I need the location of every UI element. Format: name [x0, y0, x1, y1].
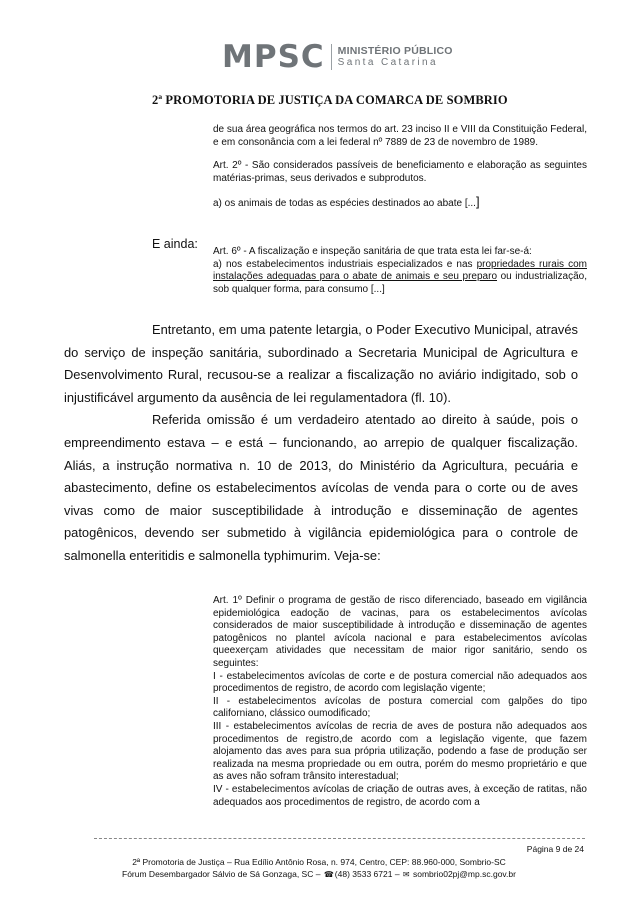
quote-3-item-ii: II - estabelecimentos avícolas de postura comercial com galpões do tipo californiano, clássico oumodificado;: [213, 695, 587, 720]
mpsc-logo: [222, 40, 453, 74]
quote-3-item-i: I - estabelecimentos avícolas de corte e de postura comercial não adequados aos procedimentos de registro, de acordo com legislação vigente;: [213, 670, 587, 695]
quote-1-paragraph-a: de sua área geográfica nos termos do art. 23 inciso II e VIII da Constituição Federal, e em consonância com a lei federal nº 7889 de 23 de novembro de 1989.: [213, 124, 587, 148]
footer-forum: Fórum Desembargador Sálvio de Sá Gonzaga, SC –: [122, 869, 321, 879]
logo-divider: [331, 44, 332, 70]
email-icon: ✉: [402, 870, 410, 879]
quote-2-text-pre: a) nos estabelecimentos industriais especializados e nas: [213, 258, 477, 270]
quote-1-paragraph-b: Art. 2º - São considerados passíveis de beneficiamento e elaboração as seguintes matérias-primas, seus derivados e subprodutos.: [213, 160, 587, 184]
footer-address: [0, 857, 638, 867]
quote-3-item-iii: III - estabelecimentos avícolas de recria de aves de postura não adequados aos procedimentos de registro,de acordo com a legislação vigente, que fazem alojamento das aves para sua própria utilização, podendo a fase de produção ser realizada na mesma propriedade ou em outra, porém do mesmo proprietário e que as aves não sofram trânsito interestadual;: [213, 720, 587, 783]
quote-2-line-2: [213, 259, 587, 297]
body-text: [64, 319, 578, 568]
logo-line-1: MINISTÉRIO PÚBLICO: [337, 45, 453, 57]
footer-address-text: 2ª Promotoria de Justiça – Rua Edílio Antônio Rosa, n. 974, Centro, CEP: 88.960-000, Sombrio-SC: [132, 857, 506, 867]
quote-block-3: [213, 595, 587, 809]
body-paragraph-2: Referida omissão é um verdadeiro atentado ao direito à saúde, pois o empreendimento estava – e está – funcionando, ao arrepio de qualquer fiscalização. Aliás, a instrução normativa n. 10 de 2013, do Ministério da Agricultura, pecuária e abastecimento, define os estabelecimentos avícolas de venda para o corte ou de aves vivas como de maior susceptibilidade à introdução e disseminação de agentes patogênicos, devendo ser submetido à vigilância epidemiológica para o controle de salmonella enteritidis e salmonella typhimurim. Veja-se:: [64, 412, 578, 563]
logo-text: [338, 46, 453, 68]
body-paragraph-1: Entretanto, em uma patente letargia, o Poder Executivo Municipal, através do serviço de inspeção sanitária, subordinado a Secretaria Municipal de Agricultura e Desenvolvimento Rural, recusou-se a realizar a fiscalização no aviário indigitado, sob o injustificável argumento da ausência de lei regulamentadora (fl. 10).: [64, 322, 578, 405]
quote-3-item-iv: IV - estabelecimentos avícolas de criação de outras aves, à exceção de ratitas, não adequados aos procedimentos de registro, de acordo com a: [213, 783, 587, 808]
footer-email[interactable]: sombrio02pj@mp.sc.gov.br: [413, 869, 516, 879]
quote-block-2: [213, 246, 587, 296]
quote-2-text-post: ou industrialização, sob qualquer forma, para consumo [...]: [213, 271, 587, 295]
page-number: Página 9 de 24: [526, 844, 584, 854]
e-ainda-label: E ainda:: [152, 237, 198, 251]
logo-line-2: Santa Catarina: [337, 57, 438, 68]
phone-icon: ☎: [323, 870, 334, 879]
quote-1-paragraph-c: [213, 196, 587, 211]
footer-phone: (48) 3533 6721 –: [334, 869, 400, 879]
quote-2-underlined: propriedades rurais com instalações adequadas para o abate de animais e seu preparo: [213, 258, 587, 283]
quote-3-article-1: Art. 1º Definir o programa de gestão de risco diferenciado, baseado em vigilância epidemiológica eadoção de vacinas, para os estabelecimentos avícolas considerados de maior susceptibilidade à introdução e disseminação de agentes patogênicos no plantel avícola nacional e para estabelecimentos avícolas queexerçam atividades que necessitam de maior rigor sanitário, sendo os seguintes:: [213, 595, 587, 669]
quote-1-paragraph-c-text: a) os animais de todas as espécies destinados ao abate [...: [213, 198, 476, 210]
quote-block-1: [213, 124, 587, 211]
quote-2-line-1: Art. 6º - A fiscalização e inspeção sanitária de que trata esta lei far-se-á:: [213, 246, 532, 257]
logo-mark: MPSC: [222, 39, 325, 75]
office-title: 2ª PROMOTORIA DE JUSTIÇA DA COMARCA DE SOMBRIO: [152, 93, 508, 107]
quote-1-bracket: ]: [475, 194, 480, 210]
footer-divider: [94, 838, 585, 839]
footer-contact: [0, 869, 638, 879]
